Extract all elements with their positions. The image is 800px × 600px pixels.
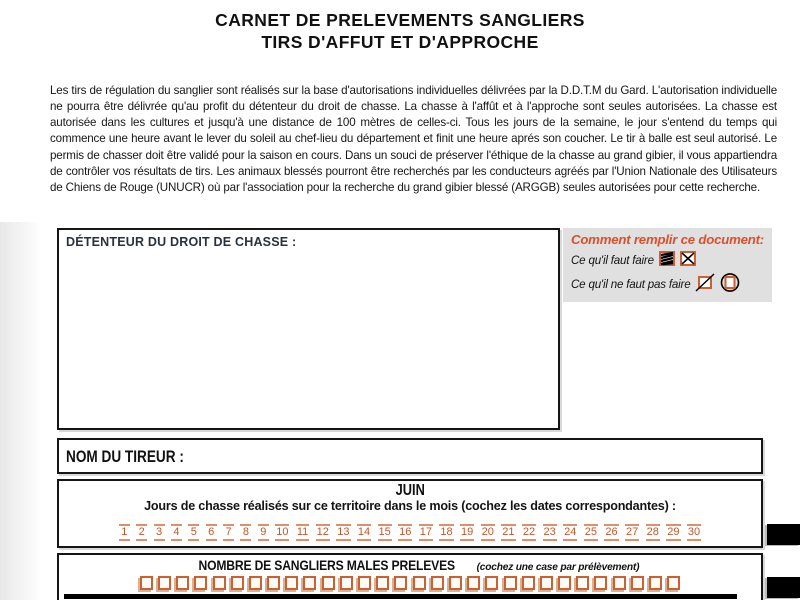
shooter-name-box bbox=[57, 438, 763, 474]
day-cell[interactable]: 9 bbox=[258, 524, 269, 541]
day-cell[interactable]: 7 bbox=[223, 524, 234, 541]
scribble-filled-box-icon bbox=[659, 251, 675, 269]
male-boar-checkbox[interactable] bbox=[594, 576, 607, 590]
box-in-circle-icon bbox=[720, 273, 740, 295]
day-cell[interactable]: 20 bbox=[481, 524, 495, 541]
howto-legend-box bbox=[563, 228, 772, 302]
day-cell[interactable]: 6 bbox=[206, 524, 217, 541]
male-boar-checkbox[interactable] bbox=[322, 576, 335, 590]
regulation-intro-paragraph: Les tirs de régulation du sanglier sont réalisés sur la base d'autorisations individuelles délivrées par la D.D.T.M du Gard. L'autorisation individuelle ne pourra être délivrée qu'au profit du détenteur du droit de chasse. La chasse à l'affût et à l'approche sont seules autorisées. La chasse est autorisée dans les cultures et jusqu'à une distance de 100 mètres de celles-ci. Tous les jours de la semaine, le jour s'entend du temps qui commence une heure avant le lever du soleil au chef-lieu du département et finit une heure aprés son coucher. Le tir à balle est seul autorisé. Le permis de chasser doit être validé pour la saison en cours. Dans un souci de préserver l'éthique de la chasse au grand gibier, il vous appartiendra de contrôler vos résultats de tirs. Les animaux blessés pourront être recherchés par les conducteurs agréés par l'Union Nationale des Utilisateurs de Chiens de Rouge (UNUCR) où par l'association pour la recherche du grand gibier blessé (ARGGB) seules autorisées pour cette recherche. bbox=[50, 84, 777, 194]
male-boar-checkbox[interactable] bbox=[176, 576, 189, 590]
day-cell[interactable]: 3 bbox=[154, 524, 165, 541]
male-boar-checkbox[interactable] bbox=[376, 576, 389, 590]
slashed-box-icon bbox=[695, 273, 715, 295]
print-mark-bottom-bar bbox=[64, 594, 737, 599]
day-cell[interactable]: 27 bbox=[625, 524, 639, 541]
male-boar-checkbox[interactable] bbox=[431, 576, 444, 590]
howto-do-label: Ce qu'il faut faire bbox=[571, 253, 654, 267]
page-title bbox=[0, 9, 800, 53]
page-title-line1: CARNET DE PRELEVEMENTS SANGLIERS bbox=[215, 10, 585, 30]
male-boar-checkbox[interactable] bbox=[540, 576, 553, 590]
male-boar-checkbox[interactable] bbox=[467, 576, 480, 590]
day-cell[interactable]: 18 bbox=[439, 524, 453, 541]
day-cell[interactable]: 16 bbox=[398, 524, 412, 541]
days-row bbox=[59, 522, 761, 541]
shooter-name-label: NOM DU TIREUR : bbox=[66, 447, 184, 466]
hunting-rights-holder-field[interactable] bbox=[61, 256, 556, 426]
male-boar-checkbox[interactable] bbox=[231, 576, 244, 590]
month-instruction: Jours de chasse réalisés sur ce territoire dans le mois (cochez les dates correspondantes) : bbox=[144, 499, 676, 513]
day-cell[interactable]: 30 bbox=[687, 524, 701, 541]
day-cell[interactable]: 14 bbox=[357, 524, 371, 541]
male-boar-checkbox[interactable] bbox=[394, 576, 407, 590]
male-boar-checkbox[interactable] bbox=[558, 576, 571, 590]
day-cell[interactable]: 25 bbox=[584, 524, 598, 541]
scan-edge-shading bbox=[0, 222, 42, 600]
hunting-rights-holder-label: DÉTENTEUR DU DROIT DE CHASSE : bbox=[66, 235, 297, 249]
print-mark-right-lower bbox=[767, 577, 800, 598]
male-boar-checkbox[interactable] bbox=[631, 576, 644, 590]
male-boar-checkbox[interactable] bbox=[667, 576, 680, 590]
day-cell[interactable]: 26 bbox=[604, 524, 618, 541]
month-name: JUIN bbox=[395, 482, 425, 499]
howto-heading: Comment remplir ce document: bbox=[571, 232, 764, 247]
male-boar-checkbox[interactable] bbox=[504, 576, 517, 590]
male-boar-checkbox[interactable] bbox=[267, 576, 280, 590]
male-boar-checkbox[interactable] bbox=[358, 576, 371, 590]
male-boar-checkbox[interactable] bbox=[413, 576, 426, 590]
day-cell[interactable]: 21 bbox=[501, 524, 515, 541]
male-boar-checkbox[interactable] bbox=[194, 576, 207, 590]
day-cell[interactable]: 4 bbox=[171, 524, 182, 541]
day-cell[interactable]: 28 bbox=[646, 524, 660, 541]
day-cell[interactable]: 8 bbox=[240, 524, 251, 541]
male-boar-checkbox[interactable] bbox=[613, 576, 626, 590]
day-cell[interactable]: 1 bbox=[119, 524, 130, 541]
male-boar-checkbox[interactable] bbox=[158, 576, 171, 590]
page-title-line2: TIRS D'AFFUT ET D'APPROCHE bbox=[261, 32, 539, 52]
day-cell[interactable]: 12 bbox=[316, 524, 330, 541]
howto-dont-line bbox=[571, 273, 766, 295]
day-cell[interactable]: 24 bbox=[563, 524, 577, 541]
day-cell[interactable]: 13 bbox=[336, 524, 350, 541]
male-boar-checkbox[interactable] bbox=[213, 576, 226, 590]
howto-dont-label: Ce qu'il ne faut pas faire bbox=[571, 277, 691, 291]
howto-do-line bbox=[571, 251, 766, 269]
male-boar-checkbox[interactable] bbox=[140, 576, 153, 590]
day-cell[interactable]: 22 bbox=[522, 524, 536, 541]
day-cell[interactable]: 10 bbox=[275, 524, 289, 541]
day-cell[interactable]: 17 bbox=[419, 524, 433, 541]
crossed-box-icon bbox=[680, 251, 696, 269]
males-checkbox-row bbox=[59, 576, 761, 595]
day-cell[interactable]: 2 bbox=[136, 524, 147, 541]
day-cell[interactable]: 11 bbox=[296, 524, 309, 541]
male-boar-checkbox[interactable] bbox=[485, 576, 498, 590]
male-boar-checkbox[interactable] bbox=[249, 576, 262, 590]
day-cell[interactable]: 29 bbox=[666, 524, 680, 541]
day-cell[interactable]: 23 bbox=[543, 524, 557, 541]
male-boar-checkbox[interactable] bbox=[449, 576, 462, 590]
male-boar-checkbox[interactable] bbox=[649, 576, 662, 590]
male-boar-checkbox[interactable] bbox=[522, 576, 535, 590]
males-taken-box bbox=[57, 553, 763, 600]
print-mark-right-upper bbox=[767, 524, 800, 545]
day-cell[interactable]: 15 bbox=[378, 524, 392, 541]
month-calendar-box bbox=[57, 479, 763, 548]
males-taken-title-sub: (cochez une case par prélèvement) bbox=[476, 562, 640, 573]
male-boar-checkbox[interactable] bbox=[576, 576, 589, 590]
male-boar-checkbox[interactable] bbox=[340, 576, 353, 590]
shooter-name-field[interactable] bbox=[209, 442, 759, 470]
males-taken-title-main: NOMBRE DE SANGLIERS MALES PRELEVES bbox=[198, 558, 455, 573]
day-cell[interactable]: 19 bbox=[460, 524, 474, 541]
day-cell[interactable]: 5 bbox=[188, 524, 199, 541]
hunting-rights-holder-box bbox=[57, 228, 560, 430]
males-taken-title bbox=[59, 557, 761, 575]
male-boar-checkbox[interactable] bbox=[303, 576, 316, 590]
male-boar-checkbox[interactable] bbox=[285, 576, 298, 590]
